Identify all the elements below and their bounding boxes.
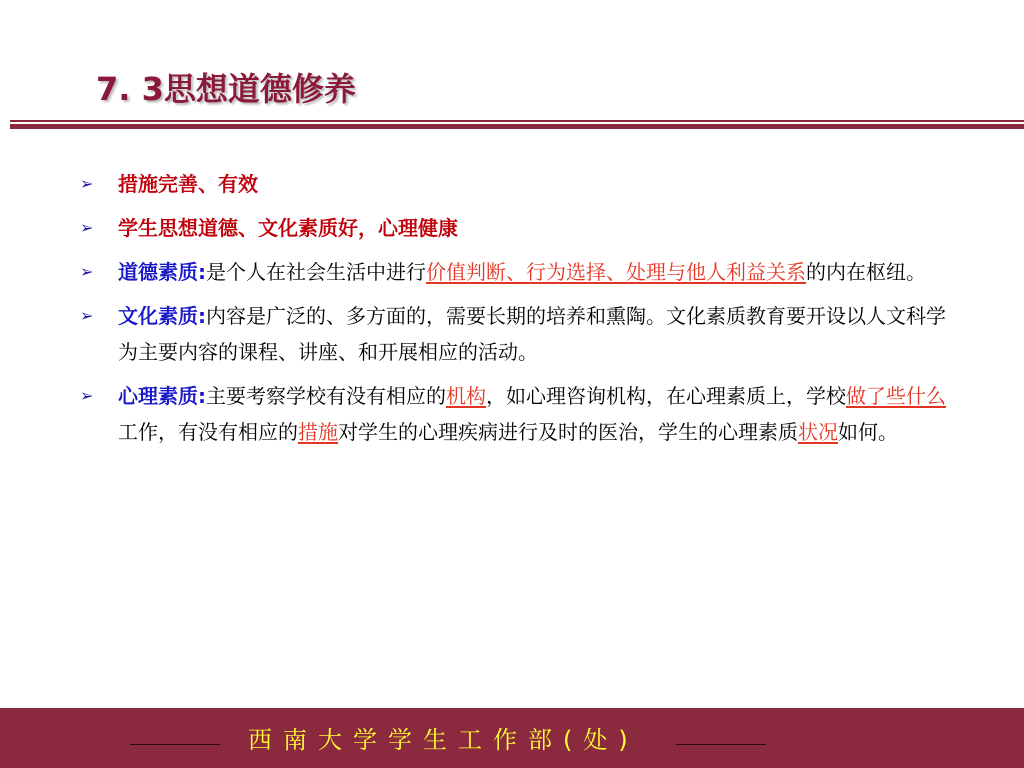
- term-label: 道德素质: [118, 260, 198, 284]
- bullet-text: ，如心理咨询机构，在心理素质上，学校: [486, 384, 846, 408]
- bullet-text: 工作，有没有相应的: [118, 420, 298, 444]
- link-what-done[interactable]: 做了些什么: [846, 384, 946, 408]
- arrow-bullet-icon: ➢: [80, 386, 94, 405]
- bullet-student-quality: [80, 210, 950, 246]
- arrow-bullet-icon: ➢: [80, 262, 94, 281]
- link-measures[interactable]: 措施: [298, 420, 338, 444]
- bullet-text: 如何。: [838, 420, 898, 444]
- term-colon: :: [198, 260, 206, 284]
- title-divider-thin: [10, 120, 1024, 122]
- bullet-text: 对学生的心理疾病进行及时的医治，学生的心理素质: [338, 420, 798, 444]
- term-label: 文化素质: [118, 304, 198, 328]
- link-institution[interactable]: 机构: [446, 384, 486, 408]
- bullet-text: 主要考察学校有没有相应的: [206, 384, 446, 408]
- bullet-moral-quality: [80, 254, 950, 290]
- arrow-bullet-icon: ➢: [80, 174, 94, 193]
- slide-title: 7. 3思想道德修养: [96, 70, 356, 108]
- footer-organization: 西南大学学生工作部(处): [248, 726, 639, 754]
- bullet-text: 的内在枢纽。: [806, 260, 926, 284]
- footer-band: [0, 708, 1024, 768]
- bullet-text: 内容是广泛的、多方面的，需要长期的培养和熏陶。文化素质教育要开设以人文科学为主要内容的课程、讲座、和开展相应的活动。: [118, 304, 946, 364]
- bullet-measures: [80, 166, 950, 202]
- bullet-text: 措施完善、有效: [118, 172, 258, 196]
- footer-divider-right: [676, 744, 766, 745]
- term-colon: :: [198, 384, 206, 408]
- term-colon: :: [198, 304, 206, 328]
- link-value-judgment[interactable]: 价值判断、行为选择、处理与他人利益关系: [426, 260, 806, 284]
- title-divider-thick: [10, 124, 1024, 129]
- arrow-bullet-icon: ➢: [80, 218, 94, 237]
- arrow-bullet-icon: ➢: [80, 306, 94, 325]
- bullet-text: 学生思想道德、文化素质好，心理健康: [118, 216, 458, 240]
- bullet-text: 是个人在社会生活中进行: [206, 260, 426, 284]
- bullet-list: [80, 166, 950, 458]
- bullet-psychological-quality: [80, 378, 950, 450]
- link-status[interactable]: 状况: [798, 420, 838, 444]
- bullet-cultural-quality: [80, 298, 950, 370]
- term-label: 心理素质: [118, 384, 198, 408]
- footer-divider-left: [130, 744, 220, 745]
